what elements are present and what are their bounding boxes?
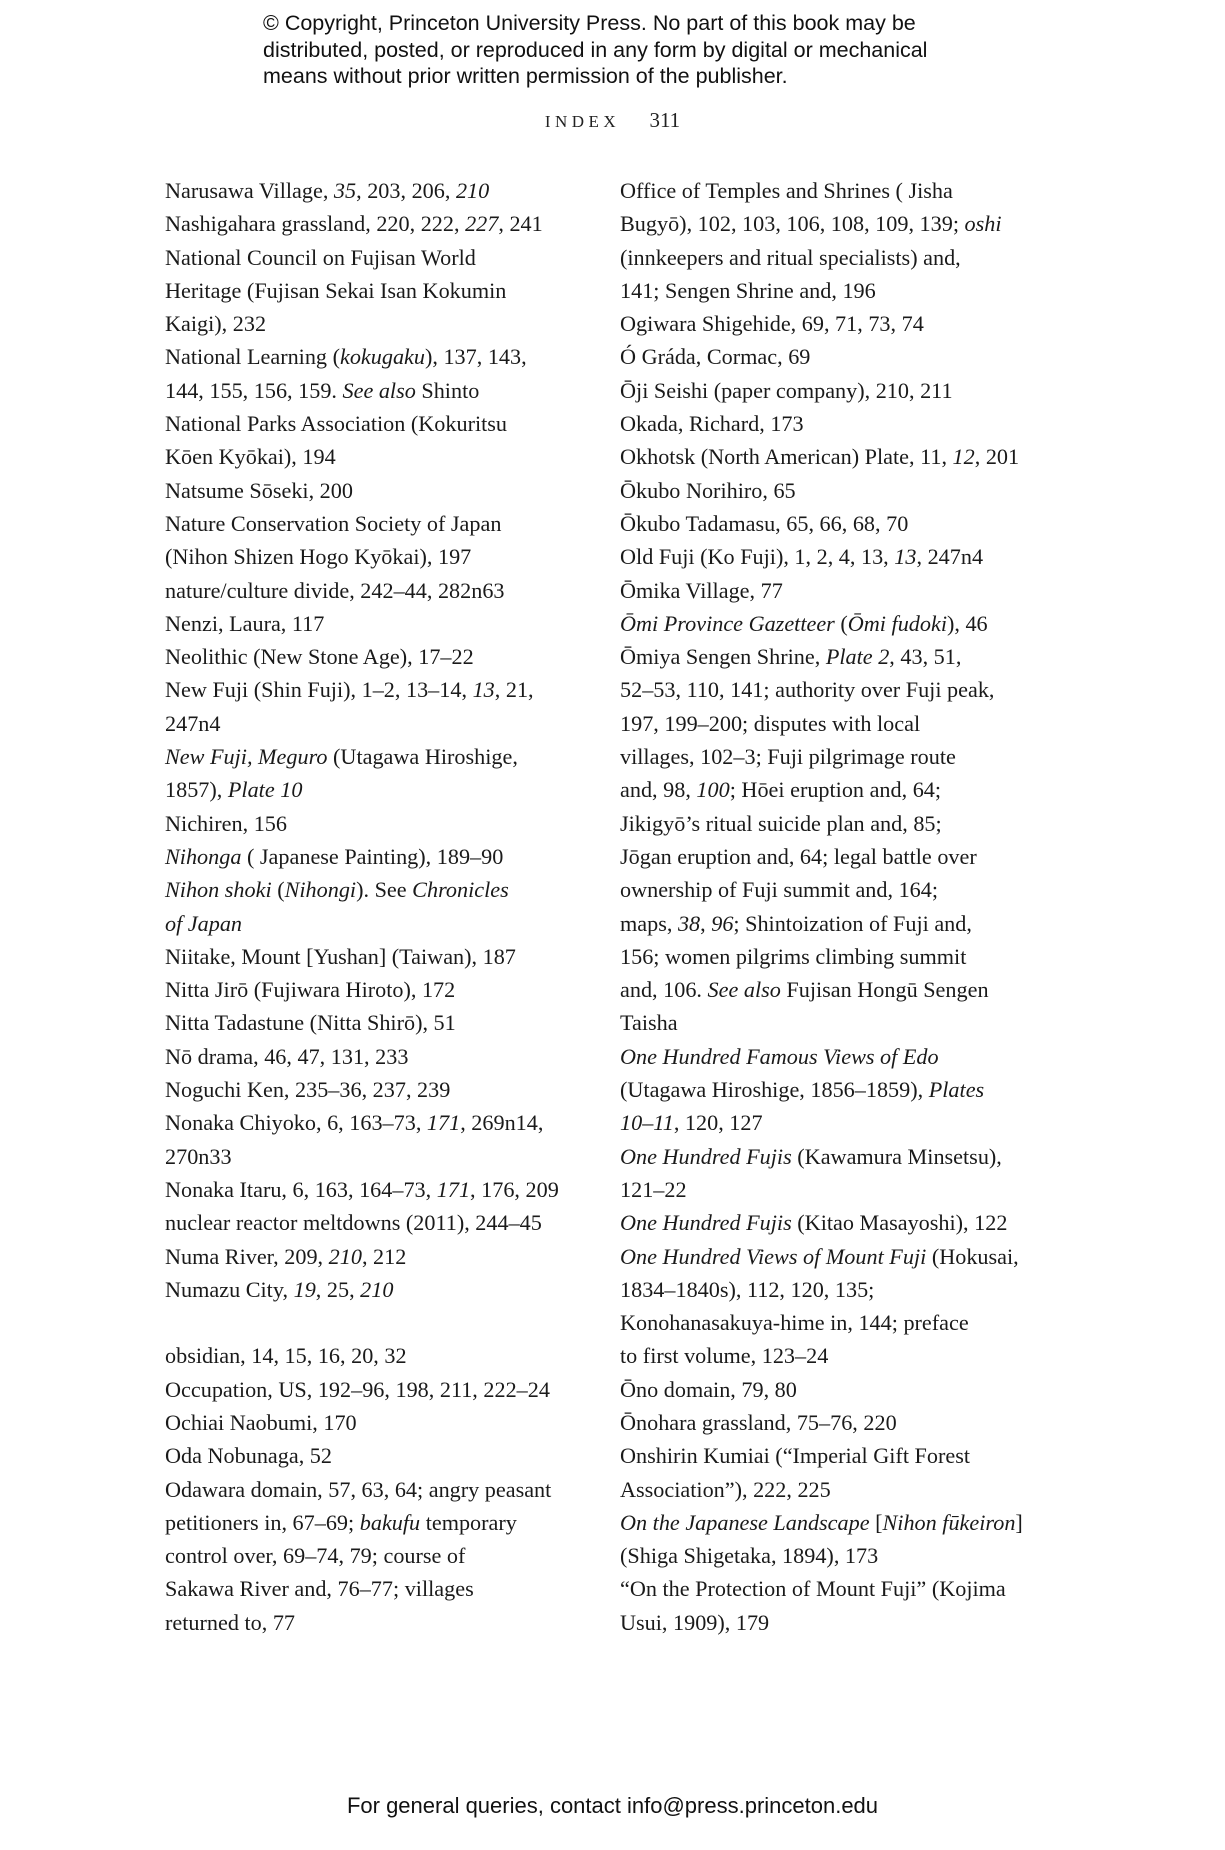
index-entry: [620, 1506, 1040, 1573]
index-entry: [165, 840, 585, 873]
section-break: [165, 1306, 585, 1339]
index-entry-line: On the Japanese Landscape [Nihon fūkeiron]: [620, 1509, 1023, 1535]
index-entry-line: obsidian, 14, 15, 16, 20, 32: [165, 1343, 407, 1369]
index-entry: [165, 740, 585, 807]
index-entry: [165, 507, 585, 574]
index-entry-line: Association”), 222, 225: [620, 1476, 831, 1502]
index-entry-line: (Nihon Shizen Hogo Kyōkai), 197: [165, 544, 472, 570]
index-entry: [165, 873, 585, 940]
index-entry-line: “On the Protection of Mount Fuji” (Kojima: [620, 1576, 1006, 1602]
index-entry-line: returned to, 77: [165, 1609, 296, 1635]
index-entry-line: Nonaka Itaru, 6, 163, 164–73, 171, 176, 209: [165, 1176, 559, 1202]
index-entry-line: Ó Gráda, Cormac, 69: [620, 344, 811, 370]
index-entry-line: Numa River, 209, 210, 212: [165, 1243, 407, 1269]
index-entry: [620, 1373, 1040, 1406]
section-title: INDEX: [544, 112, 621, 131]
index-entry: [165, 1106, 585, 1173]
copyright-line-2: distributed, posted, or reproduced in any form by digital or mechanical: [263, 37, 928, 62]
index-entry-line: petitioners in, 67–69; bakufu temporary: [165, 1509, 517, 1535]
index-entry-line: One Hundred Fujis (Kitao Masayoshi), 122: [620, 1210, 1008, 1236]
index-entry: [165, 640, 585, 673]
index-entry-line: Office of Temples and Shrines ( Jisha: [620, 178, 953, 203]
index-entry-line: Noguchi Ken, 235–36, 237, 239: [165, 1077, 451, 1103]
index-entry-line: (Utagawa Hiroshige, 1856–1859), Plates: [620, 1077, 985, 1103]
index-entry-line: 1834–1840s), 112, 120, 135;: [620, 1276, 875, 1302]
index-entry-line: (Shiga Shigetaka, 1894), 173: [620, 1543, 879, 1569]
index-entry-line: 1857), Plate 10: [165, 777, 303, 803]
index-entry: [620, 1140, 1040, 1207]
copyright-line-1: © Copyright, Princeton University Press. No part of this book may be: [263, 11, 916, 35]
index-entry: [165, 1273, 585, 1306]
index-entry-line: One Hundred Views of Mount Fuji (Hokusai,: [620, 1243, 1019, 1269]
index-entry-line: Sakawa River and, 76–77; villages: [165, 1576, 474, 1602]
index-entry: [165, 1373, 585, 1406]
index-entry-line: 10–11, 120, 127: [620, 1110, 763, 1136]
index-entry-line: 156; women pilgrims climbing summit: [620, 943, 967, 969]
index-entry-line: National Learning (kokugaku), 137, 143,: [165, 344, 527, 370]
index-entry-line: of Japan: [165, 910, 243, 936]
index-entry-line: Niitake, Mount [Yushan] (Taiwan), 187: [165, 943, 516, 969]
index-entry-line: ownership of Fuji summit and, 164;: [620, 877, 939, 903]
index-entry-line: Ōkubo Tadamasu, 65, 66, 68, 70: [620, 510, 909, 536]
index-entry: [165, 1006, 585, 1039]
index-entry-line: 52–53, 110, 141; authority over Fuji peak,: [620, 677, 995, 703]
index-entry-line: Jikigyō’s ritual suicide plan and, 85;: [620, 810, 942, 836]
index-entry: [620, 574, 1040, 607]
index-entry: [165, 1339, 585, 1372]
index-entry: [620, 1040, 1040, 1140]
index-entry: [165, 207, 585, 240]
index-entry: [620, 407, 1040, 440]
index-entry: [620, 307, 1040, 340]
index-entry: [165, 1240, 585, 1273]
index-entry: [165, 1406, 585, 1439]
index-entry-line: Numazu City, 19, 25, 210: [165, 1276, 394, 1302]
index-entry: [165, 407, 585, 474]
copyright-line-3: means without prior written permission of the publisher.: [263, 64, 788, 88]
index-entry: [165, 1040, 585, 1073]
index-entry-line: Nenzi, Laura, 117: [165, 610, 325, 636]
index-entry-line: Nichiren, 156: [165, 810, 287, 836]
index-entry-line: maps, 38, 96; Shintoization of Fuji and,: [620, 910, 972, 936]
index-entry-line: Bugyō), 102, 103, 106, 108, 109, 139; oshi: [620, 211, 1002, 237]
index-entry-line: Neolithic (New Stone Age), 17–22: [165, 644, 474, 670]
index-entry: [165, 174, 585, 207]
index-entry-line: Nashigahara grassland, 220, 222, 227, 241: [165, 211, 543, 237]
index-entry-line: New Fuji, Meguro (Utagawa Hiroshige,: [165, 744, 518, 770]
index-entry-line: Ōmika Village, 77: [620, 577, 783, 603]
index-entry: [165, 241, 585, 341]
index-entry-line: 270n33: [165, 1143, 232, 1169]
index-entry-line: Konohanasakuya-hime in, 144; preface: [620, 1310, 969, 1336]
index-entry-line: Oda Nobunaga, 52: [165, 1443, 332, 1469]
index-entry-line: One Hundred Fujis (Kawamura Minsetsu),: [620, 1143, 1002, 1169]
index-entry: [620, 1206, 1040, 1239]
index-entry-line: Heritage (Fujisan Sekai Isan Kokumin: [165, 277, 507, 303]
index-entry-line: Natsume Sōseki, 200: [165, 477, 353, 503]
index-entry: [165, 973, 585, 1006]
index-entry: [165, 1073, 585, 1106]
index-entry-line: nature/culture divide, 242–44, 282n63: [165, 577, 505, 603]
index-entry-line: Ochiai Naobumi, 170: [165, 1409, 357, 1435]
index-entry-line: Nature Conservation Society of Japan: [165, 510, 502, 536]
index-entry-line: Onshirin Kumiai (“Imperial Gift Forest: [620, 1443, 970, 1469]
index-entry: [165, 340, 585, 407]
index-entry-line: Nō drama, 46, 47, 131, 233: [165, 1043, 409, 1069]
index-entry-line: Nonaka Chiyoko, 6, 163–73, 171, 269n14,: [165, 1110, 544, 1136]
index-entry: [165, 1206, 585, 1239]
index-entry-line: Taisha: [620, 1010, 678, 1036]
index-entry-line: 144, 155, 156, 159. See also Shinto: [165, 377, 480, 403]
index-entry: [165, 673, 585, 740]
index-entry-line: 197, 199–200; disputes with local: [620, 710, 921, 736]
page-number: 311: [649, 108, 681, 132]
index-entry: [620, 374, 1040, 407]
index-entry: [620, 640, 1040, 1040]
index-entry-line: Okhotsk (North American) Plate, 11, 12, 201: [620, 444, 1020, 470]
index-entry-line: to first volume, 123–24: [620, 1343, 829, 1369]
index-entry: [165, 574, 585, 607]
index-entry: [620, 340, 1040, 373]
index-entry-line: Jōgan eruption and, 64; legal battle over: [620, 843, 977, 869]
index-entry: [620, 1572, 1040, 1639]
index-entry-line: nuclear reactor meltdowns (2011), 244–45: [165, 1210, 542, 1236]
index-entry-line: National Council on Fujisan World: [165, 244, 476, 270]
index-entry-line: and, 98, 100; Hōei eruption and, 64;: [620, 777, 942, 803]
index-entry: [620, 440, 1040, 473]
index-entry-line: and, 106. See also Fujisan Hongū Sengen: [620, 977, 989, 1003]
index-column-left: [165, 174, 585, 1639]
index-entry: [620, 507, 1040, 540]
index-entry: [165, 807, 585, 840]
index-entry-line: Occupation, US, 192–96, 198, 211, 222–24: [165, 1376, 550, 1402]
index-entry-line: villages, 102–3; Fuji pilgrimage route: [620, 744, 956, 770]
index-entry-line: 121–22: [620, 1176, 687, 1202]
index-entry-line: National Parks Association (Kokuritsu: [165, 411, 508, 437]
index-column-right: [620, 174, 1040, 1639]
index-entry: [165, 1173, 585, 1206]
index-entry-line: Ōkubo Norihiro, 65: [620, 477, 796, 503]
copyright-notice: [263, 10, 983, 90]
index-entry-line: (innkeepers and ritual specialists) and,: [620, 244, 961, 270]
index-entry: [620, 474, 1040, 507]
index-entry-line: Ōno domain, 79, 80: [620, 1376, 797, 1402]
index-entry: [165, 940, 585, 973]
index-entry-line: Ōmi Province Gazetteer (Ōmi fudoki), 46: [620, 610, 988, 636]
index-entry-line: Narusawa Village, 35, 203, 206, 210: [165, 178, 490, 203]
index-entry-line: 247n4: [165, 710, 221, 736]
index-entry: [620, 540, 1040, 573]
index-entry: [620, 1240, 1040, 1373]
index-entry: [620, 174, 1040, 307]
index-entry-line: One Hundred Famous Views of Edo: [620, 1043, 939, 1069]
index-entry: [620, 607, 1040, 640]
index-entry-line: Usui, 1909), 179: [620, 1609, 770, 1635]
index-entry-line: Ogiwara Shigehide, 69, 71, 73, 74: [620, 311, 924, 337]
running-head: [0, 108, 1225, 133]
index-entry-line: Nihonga ( Japanese Painting), 189–90: [165, 843, 504, 869]
index-entry-line: New Fuji (Shin Fuji), 1–2, 13–14, 13, 21,: [165, 677, 534, 703]
index-entry-line: Ōji Seishi (paper company), 210, 211: [620, 377, 953, 403]
index-entry-line: Ōnohara grassland, 75–76, 220: [620, 1409, 897, 1435]
footer-contact: For general queries, contact info@press.princeton.edu: [346, 1793, 879, 1818]
index-entry: [165, 1473, 585, 1639]
index-entry-line: Kaigi), 232: [165, 311, 267, 337]
index-entry-line: Odawara domain, 57, 63, 64; angry peasant: [165, 1476, 552, 1502]
index-entry-line: Kōen Kyōkai), 194: [165, 444, 336, 470]
index-entry: [165, 1439, 585, 1472]
index-entry-line: Okada, Richard, 173: [620, 411, 804, 437]
index-entry-line: Nitta Tadastune (Nitta Shirō), 51: [165, 1010, 456, 1036]
index-entry-line: Ōmiya Sengen Shrine, Plate 2, 43, 51,: [620, 644, 962, 670]
index-entry: [620, 1406, 1040, 1439]
index-entry-line: Nihon shoki (Nihongi). See Chronicles: [165, 877, 509, 903]
index-entry: [165, 607, 585, 640]
index-entry: [165, 474, 585, 507]
index-entry-line: Nitta Jirō (Fujiwara Hiroto), 172: [165, 977, 456, 1003]
index-entry: [620, 1439, 1040, 1506]
index-entry-line: control over, 69–74, 79; course of: [165, 1543, 466, 1569]
index-entry-line: 141; Sengen Shrine and, 196: [620, 277, 876, 303]
index-entry-line: Old Fuji (Ko Fuji), 1, 2, 4, 13, 13, 247n4: [620, 544, 984, 570]
